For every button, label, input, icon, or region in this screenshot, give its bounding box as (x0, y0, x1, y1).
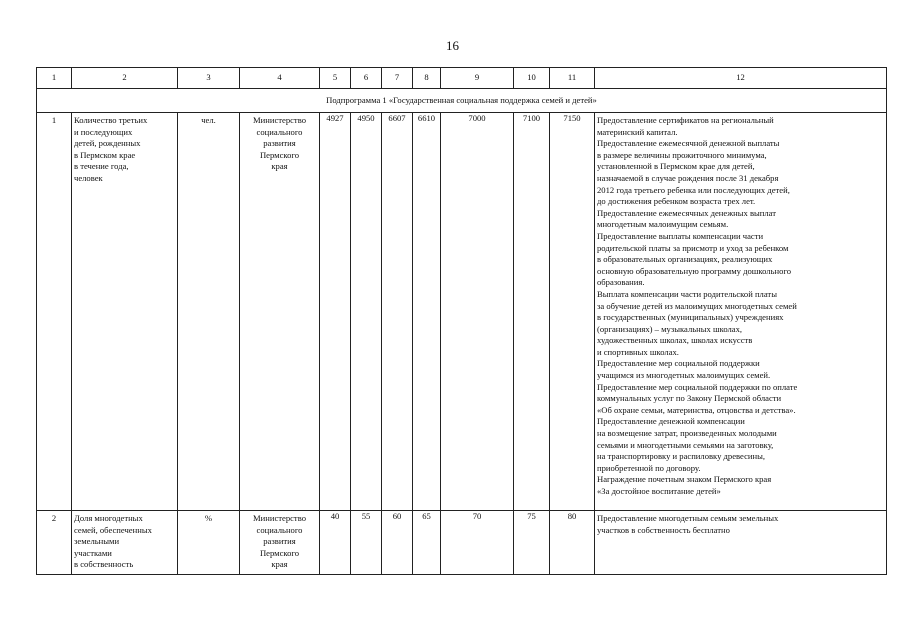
value-col8: 6610 (413, 113, 441, 511)
value-col11: 7150 (550, 113, 595, 511)
value-col7: 60 (382, 511, 413, 575)
column-header: 4 (240, 68, 320, 89)
indicator-name: Доля многодетных семей, обеспеченных земельными участками в собственность (72, 511, 178, 575)
measures-text: Предоставление многодетным семьям земельных участков в собственность бесплатно (595, 511, 887, 575)
value-col10: 75 (514, 511, 550, 575)
column-header: 7 (382, 68, 413, 89)
indicators-table (36, 67, 887, 575)
value-col5: 40 (320, 511, 351, 575)
column-header: 12 (595, 68, 887, 89)
column-header: 6 (351, 68, 382, 89)
value-col9: 70 (441, 511, 514, 575)
subprogram-title: Подпрограмма 1 «Государственная социальная поддержка семей и детей» (37, 89, 887, 113)
column-header: 2 (72, 68, 178, 89)
value-col7: 6607 (382, 113, 413, 511)
page-number: 16 (446, 38, 459, 53)
subprogram-row (37, 89, 887, 113)
column-header: 11 (550, 68, 595, 89)
unit: % (178, 511, 240, 575)
row-number: 2 (37, 511, 72, 575)
column-header: 10 (514, 68, 550, 89)
column-header: 5 (320, 68, 351, 89)
table-row (37, 511, 887, 575)
column-header: 8 (413, 68, 441, 89)
column-header: 9 (441, 68, 514, 89)
row-number: 1 (37, 113, 72, 511)
column-header: 3 (178, 68, 240, 89)
measures-text: Предоставление сертификатов на региональный материнский капитал. Предоставление ежемесячной денежной выплаты в размере величины прожиточного минимума, установленной в Пермском крае для детей, назначаемой в случае рождения после 31 декабря 2012 года третьего ребенка или последующих детей, до достижения ребенком возраста трех лет. Предоставление ежемесячных денежных выплат многодетным малоимущим семьям. Предоставление выплаты компенсации части родительской платы за присмотр и уход за ребенком в образовательных организациях, реализующих основную образовательную программу дошкольного образования. Выплата компенсации части родительской платы за обучение детей из малоимущих многодетных семей в государственных (муниципальных) учреждениях (организациях) – музыкальных школах, художественных школах, школах искусств и спортивных школах. Предоставление мер социальной поддержки учащимся из многодетных малоимущих семей. Предоставление мер социальной поддержки по оплате коммунальных услуг по Закону Пермской области «Об охране семьи, материнства, отцовства и детства». Предоставление денежной компенсации на возмещение затрат, произведенных молодыми семьями и многодетными семьями на заготовку, на транспортировку и распиловку древесины, приобретенной по договору. Награждение почетным знаком Пермского края «За достойное воспитание детей» (595, 113, 887, 511)
executor: Министерство социального развития Пермского края (240, 113, 320, 511)
value-col11: 80 (550, 511, 595, 575)
value-col8: 65 (413, 511, 441, 575)
unit: чел. (178, 113, 240, 511)
value-col5: 4927 (320, 113, 351, 511)
executor: Министерство социального развития Пермского края (240, 511, 320, 575)
column-number-row (37, 68, 887, 89)
value-col9: 7000 (441, 113, 514, 511)
table-row (37, 113, 887, 511)
value-col6: 55 (351, 511, 382, 575)
value-col6: 4950 (351, 113, 382, 511)
indicator-name: Количество третьих и последующих детей, рожденных в Пермском крае в течение года, человек (72, 113, 178, 511)
value-col10: 7100 (514, 113, 550, 511)
column-header: 1 (37, 68, 72, 89)
